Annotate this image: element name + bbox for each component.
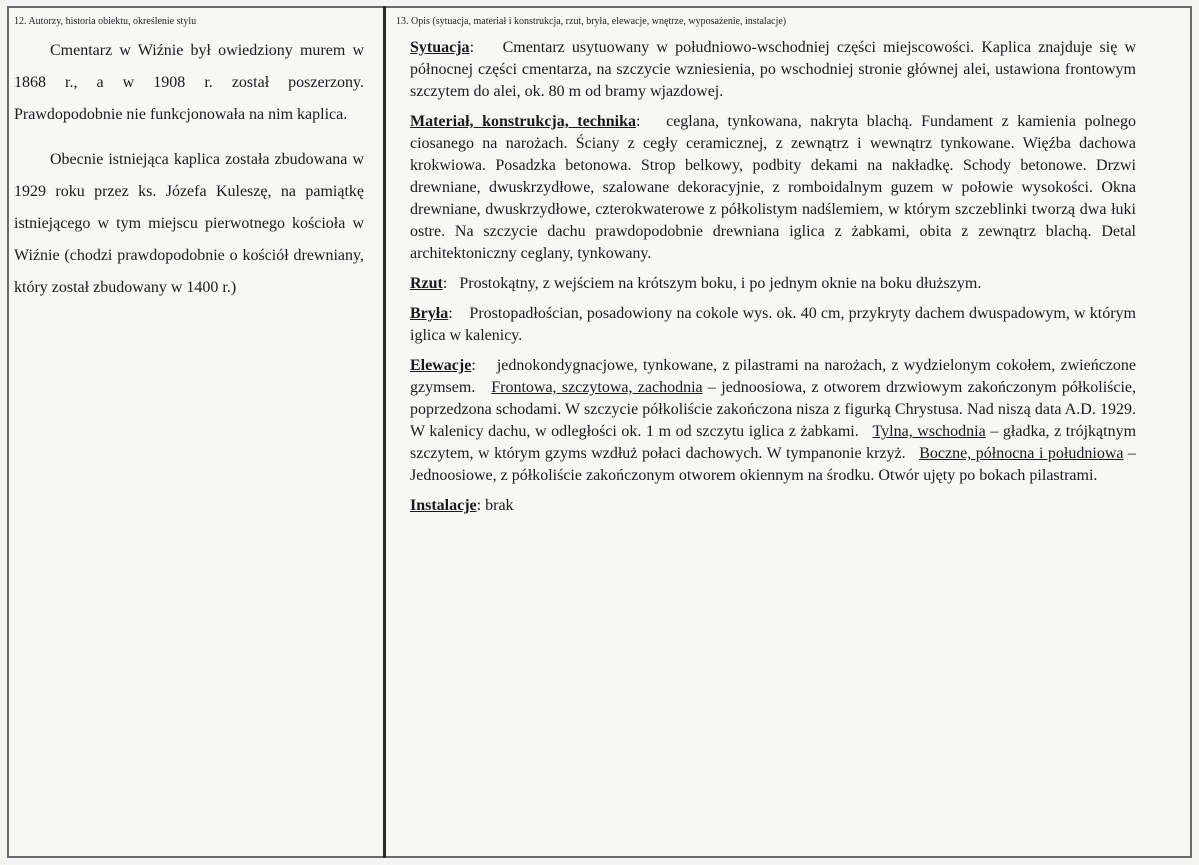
instalacje-text: brak <box>485 497 514 514</box>
elewacja-frontowa-text: – jednoosiowa, z otworem drzwiowym zakończonym półkoliście, poprzedzona schodami. W szczycie półkoliście zakończona nisza z figurką Chrystusa. Nad niszą data A.D. 1929. W kalenicy dachu, w odległości ok. 1 m od szczytu iglica z żabkami. <box>410 379 1137 440</box>
instalacje-label: Instalacje <box>410 497 477 514</box>
bryla-text: Prostopadłościan, posadowiony na cokole wys. ok. 40 cm, przykryty dachem dwuspadowym, w którym iglica w kalenicy. <box>410 305 1136 344</box>
instalacje-section: Instalacje: brak <box>410 497 514 514</box>
rzut-label: Rzut <box>410 275 443 292</box>
sytuacja-label: Sytuacja <box>410 39 470 56</box>
right-column <box>396 16 1136 517</box>
material-section: Materiał, konstrukcja, technika: ceglana, tynkowana, nakryta blachą. Fundament z kamienia polnego ciosanego na narożach. Ściany z cegły ceramicznej, z zewnątrz i wewnątrz tynkowane. Więźba dachowa krokwiowa. Posadzka betonowa. Strop belkowy, podbity dekami na nakładkę. Schody betonowe. Drzwi drewniane, dwuskrzydłowe, szalowane dekoracyjnie, z romboidalnym guzem w połowie wysokości. Okna drewniane, dwuskrzydłowe, czterokwaterowe z półkolistym nadślemiem, w którym szczeblinki tworzą dwa łuki ostre. Na szczycie dachu prawdopodobnie drewniana iglica z żabkami, obita z zewnątrz blachą. Detal architektoniczny ceglany, tynkowany. <box>410 113 1137 262</box>
history-paragraph-1: Cmentarz w Wiźnie był owiedziony murem w 1868 r., a w 1908 r. został poszerzony. Prawdopodobnie nie funkcjonowała na nim kaplica. <box>14 42 364 123</box>
sytuacja-text: Cmentarz usytuowany w południowo-wschodniej części miejscowości. Kaplica znajduje się w północnej części cmentarza, na szczycie wzniesienia, po wschodniej stronie głównej alei, ustawiona frontowym szczytem do alei, ok. 80 m od bramy wjazdowej. <box>410 39 1137 100</box>
elewacje-boczne-text: – Jednoosiowe, z półkoliście zakończonym otworem okiennym na środku. Otwór ujęty po bokach pilastrami. <box>410 445 1137 484</box>
column-divider <box>383 6 386 858</box>
history-paragraph-2: Obecnie istniejąca kaplica została zbudowana w 1929 roku przez ks. Józefa Kuleszę, na pamiątkę istniejącego w tym miejscu pierwotnego kościoła w Wiźnie (chodzi prawdopodobnie o kościół drewniany, który został zbudowany w 1400 r.) <box>14 151 364 296</box>
section-13-header: 13. Opis (sytuacja, materiał i konstrukcja, rzut, bryła, elewacje, wnętrze, wyposażenie, instalacje) <box>396 16 787 27</box>
material-text: ceglana, tynkowana, nakryta blachą. Fundament z kamienia polnego ciosanego na narożach. Ściany z cegły ceramicznej, z zewnątrz i wewnątrz tynkowane. Więźba dachowa krokwiowa. Posadzka betonowa. Strop belkowy, podbity dekami na nakładkę. Schody betonowe. Drzwi drewniane, dwuskrzydłowe, szalowane dekoracyjnie, z romboidalnym guzem w połowie wysokości. Okna drewniane, dwuskrzydłowe, czterokwaterowe z półkolistym nadślemiem, w którym szczeblinki tworzą dwa łuki ostre. Na szczycie dachu prawdopodobnie drewniana iglica z żabkami, obita z zewnątrz blachą. Detal architektoniczny ceglany, tynkowany. <box>410 113 1137 262</box>
elewacja-tylna-label: Tylna, wschodnia <box>872 423 986 440</box>
sytuacja-section: Sytuacja: Cmentarz usytuowany w południowo-wschodniej części miejscowości. Kaplica znajduje się w północnej części cmentarza, na szczycie wzniesienia, po wschodniej stronie głównej alei, ustawiona frontowym szczytem do alei, ok. 80 m od bramy wjazdowej. <box>410 39 1137 100</box>
rzut-section: Rzut: Prostokątny, z wejściem na krótszym boku, i po jednym oknie na boku dłuższym. <box>410 275 982 292</box>
section-12-header: 12. Autorzy, historia obiektu, określenie stylu <box>14 16 197 27</box>
left-column <box>14 16 364 304</box>
elewacja-frontowa-label: Frontowa, szczytowa, zachodnia <box>491 379 703 396</box>
bryla-label: Bryła <box>410 305 449 322</box>
bryla-section: Bryła: Prostopadłościan, posadowiony na cokole wys. ok. 40 cm, przykryty dachem dwuspadowym, w którym iglica w kalenicy. <box>410 305 1136 344</box>
elewacje-label: Elewacje <box>410 357 472 374</box>
elewacja-tylna-text: – gładka, z trójkątnym szczytem, w którym gzyms wzdłuż połaci dachowych. W tympanonie krzyż. <box>410 423 1137 462</box>
elewacje-intro: jednokondygnacjowe, tynkowane, z pilastrami na narożach, z wydzielonym cokołem, zwieńczone gzymsem. <box>410 357 1136 396</box>
material-label: Materiał, konstrukcja, technika <box>410 113 636 130</box>
elewacje-section: Elewacje: jednokondygnacjowe, tynkowane, z pilastrami na narożach, z wydzielonym cokołem, zwieńczone gzymsem. Frontowa, szczytowa, zachodnia – jednoosiowa, z otworem drzwiowym zakończonym półkoliście, poprzedzona schodami. W szczycie półkoliście zakończona nisza z figurką Chrystusa. Nad niszą data A.D. 1929. W kalenicy dachu, w odległości ok. 1 m od szczytu iglica z żabkami. Tylna, wschodnia – gładka, z trójkątnym szczytem, w którym gzyms wzdłuż połaci dachowych. W tympanonie krzyż. Boczne, północna i południowa – Jednoosiowe, z półkoliście zakończonym otworem okiennym na środku. Otwór ujęty po bokach pilastrami. <box>410 357 1137 484</box>
elewacje-boczne-label: Boczne, północna i południowa <box>919 445 1124 462</box>
rzut-text: Prostokątny, z wejściem na krótszym boku, i po jednym oknie na boku dłuższym. <box>459 275 982 292</box>
